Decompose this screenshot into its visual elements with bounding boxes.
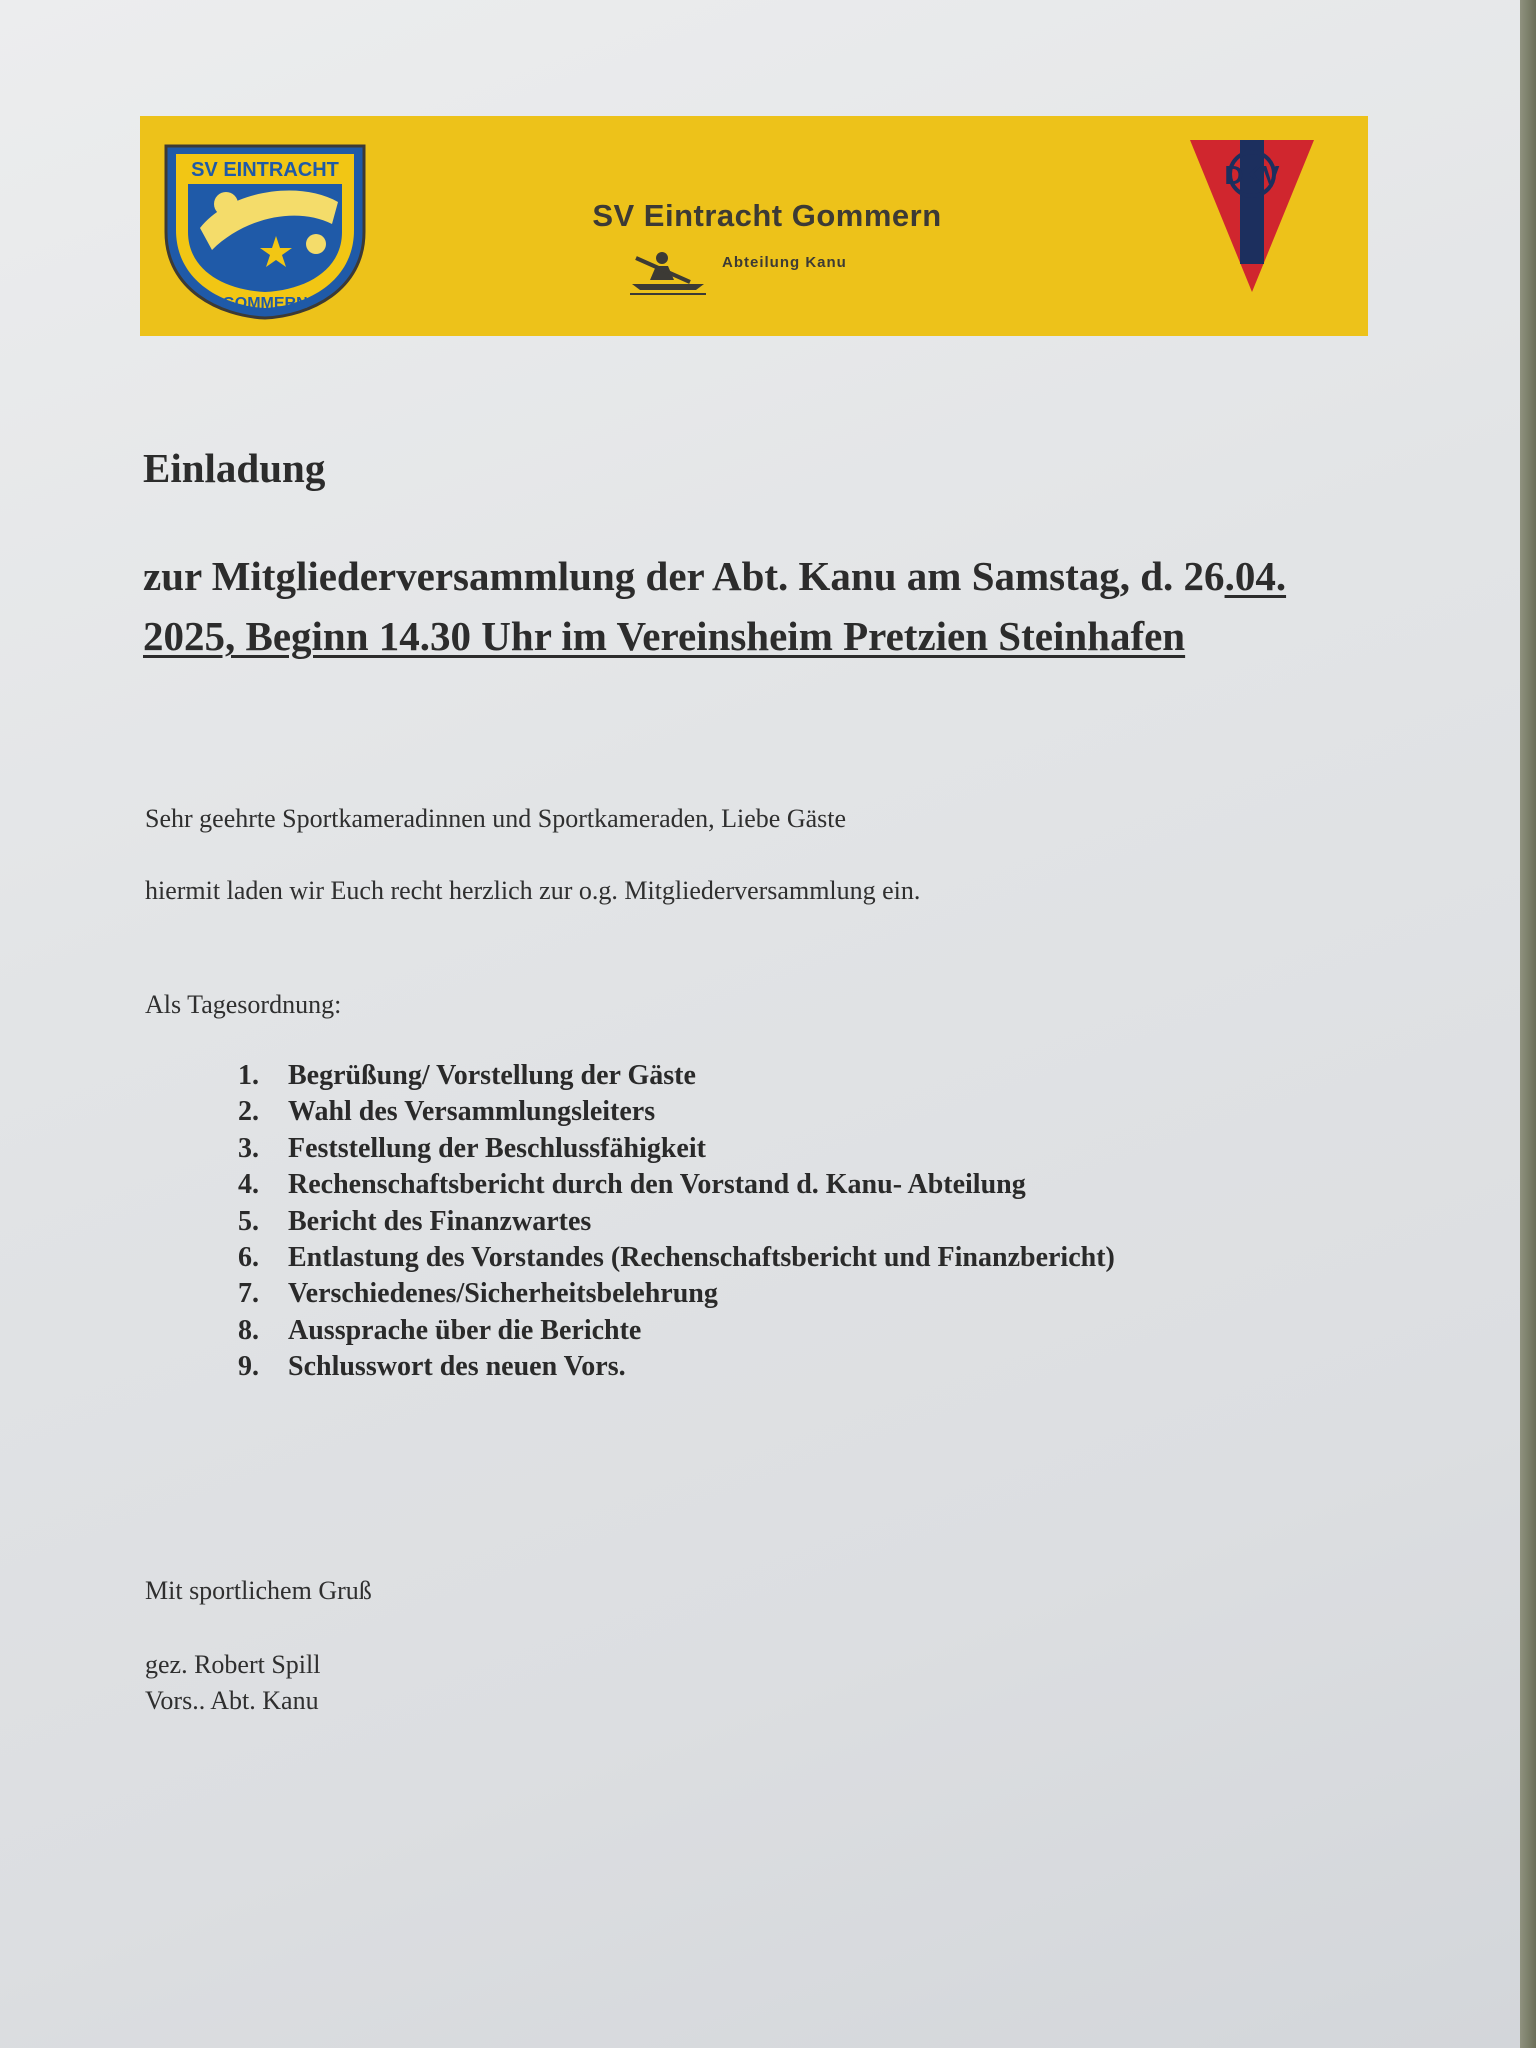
agenda-item — [238, 1131, 1115, 1167]
agenda-text: Verschiedenes/Sicherheitsbelehrung — [288, 1278, 718, 1310]
signature-name: gez. Robert Spill — [145, 1650, 321, 1679]
agenda-number: 2. — [238, 1096, 259, 1128]
agenda-item — [238, 1167, 1115, 1203]
club-logo-text-top: SV EINTRACHT — [191, 159, 339, 181]
club-logo-text-bottom: GOMMERN — [222, 295, 308, 312]
meeting-details-plain: zur Mitgliederversammlung der Abt. Kanu am Samstag, d. 26 — [143, 553, 1225, 599]
agenda-item — [238, 1313, 1115, 1349]
closing-greeting: Mit sportlichem Gruß — [145, 1576, 372, 1605]
paddler-icon — [626, 246, 710, 298]
salutation: Sehr geehrte Sportkameradinnen und Sportkameraden, Liebe Gäste — [145, 804, 847, 833]
agenda-text: Begrüßung/ Vorstellung der Gäste — [288, 1060, 696, 1091]
agenda-number: 4. — [238, 1169, 259, 1201]
agenda-number: 7. — [238, 1278, 259, 1310]
agenda-item — [238, 1349, 1115, 1385]
agenda-text: Feststellung der Beschlussfähigkeit — [288, 1132, 706, 1164]
agenda-item — [238, 1094, 1115, 1130]
agenda-number: 5. — [238, 1205, 259, 1237]
dkv-logo-text: DKV — [1224, 160, 1280, 190]
agenda-text: Schlusswort des neuen Vors. — [288, 1351, 626, 1383]
agenda-number: 1. — [238, 1060, 259, 1091]
agenda-item — [238, 1058, 1115, 1094]
agenda-text: Aussprache über die Berichte — [288, 1314, 642, 1346]
agenda-item — [238, 1204, 1115, 1240]
agenda-text: Rechenschaftsbericht durch den Vorstand d. Kanu- Abteilung — [288, 1169, 1026, 1201]
intro-text: hiermit laden wir Euch recht herzlich zur o.g. Mitgliederversammlung ein. — [145, 876, 921, 905]
agenda-text: Entlastung des Vorstandes (Rechenschaftsbericht und Finanzbericht) — [288, 1241, 1115, 1273]
agenda-item — [238, 1240, 1115, 1276]
agenda-text: Bericht des Finanzwartes — [288, 1205, 592, 1237]
agenda-number: 9. — [238, 1351, 259, 1383]
letter-title: Einladung — [143, 445, 326, 491]
signature-role: Vors.. Abt. Kanu — [145, 1686, 319, 1715]
header-banner — [140, 116, 1368, 336]
agenda-number: 3. — [238, 1132, 259, 1164]
club-name: SV Eintracht Gommern — [592, 198, 942, 233]
table-edge — [1520, 0, 1536, 2048]
agenda-text: Wahl des Versammlungsleiters — [288, 1096, 656, 1128]
meeting-details-underlined: .04. 2025, Beginn 14.30 Uhr im Vereinsheim Pretzien Steinhafen — [143, 553, 1287, 659]
agenda-list — [238, 1058, 1115, 1386]
club-crest-icon — [160, 140, 370, 322]
meeting-details — [143, 546, 1373, 666]
agenda-heading: Als Tagesordnung: — [145, 990, 342, 1019]
agenda-number: 6. — [238, 1241, 259, 1273]
agenda-item — [238, 1276, 1115, 1312]
department-label: Abteilung Kanu — [722, 254, 847, 271]
agenda-number: 8. — [238, 1314, 259, 1346]
dkv-pennant-icon — [1188, 136, 1316, 296]
